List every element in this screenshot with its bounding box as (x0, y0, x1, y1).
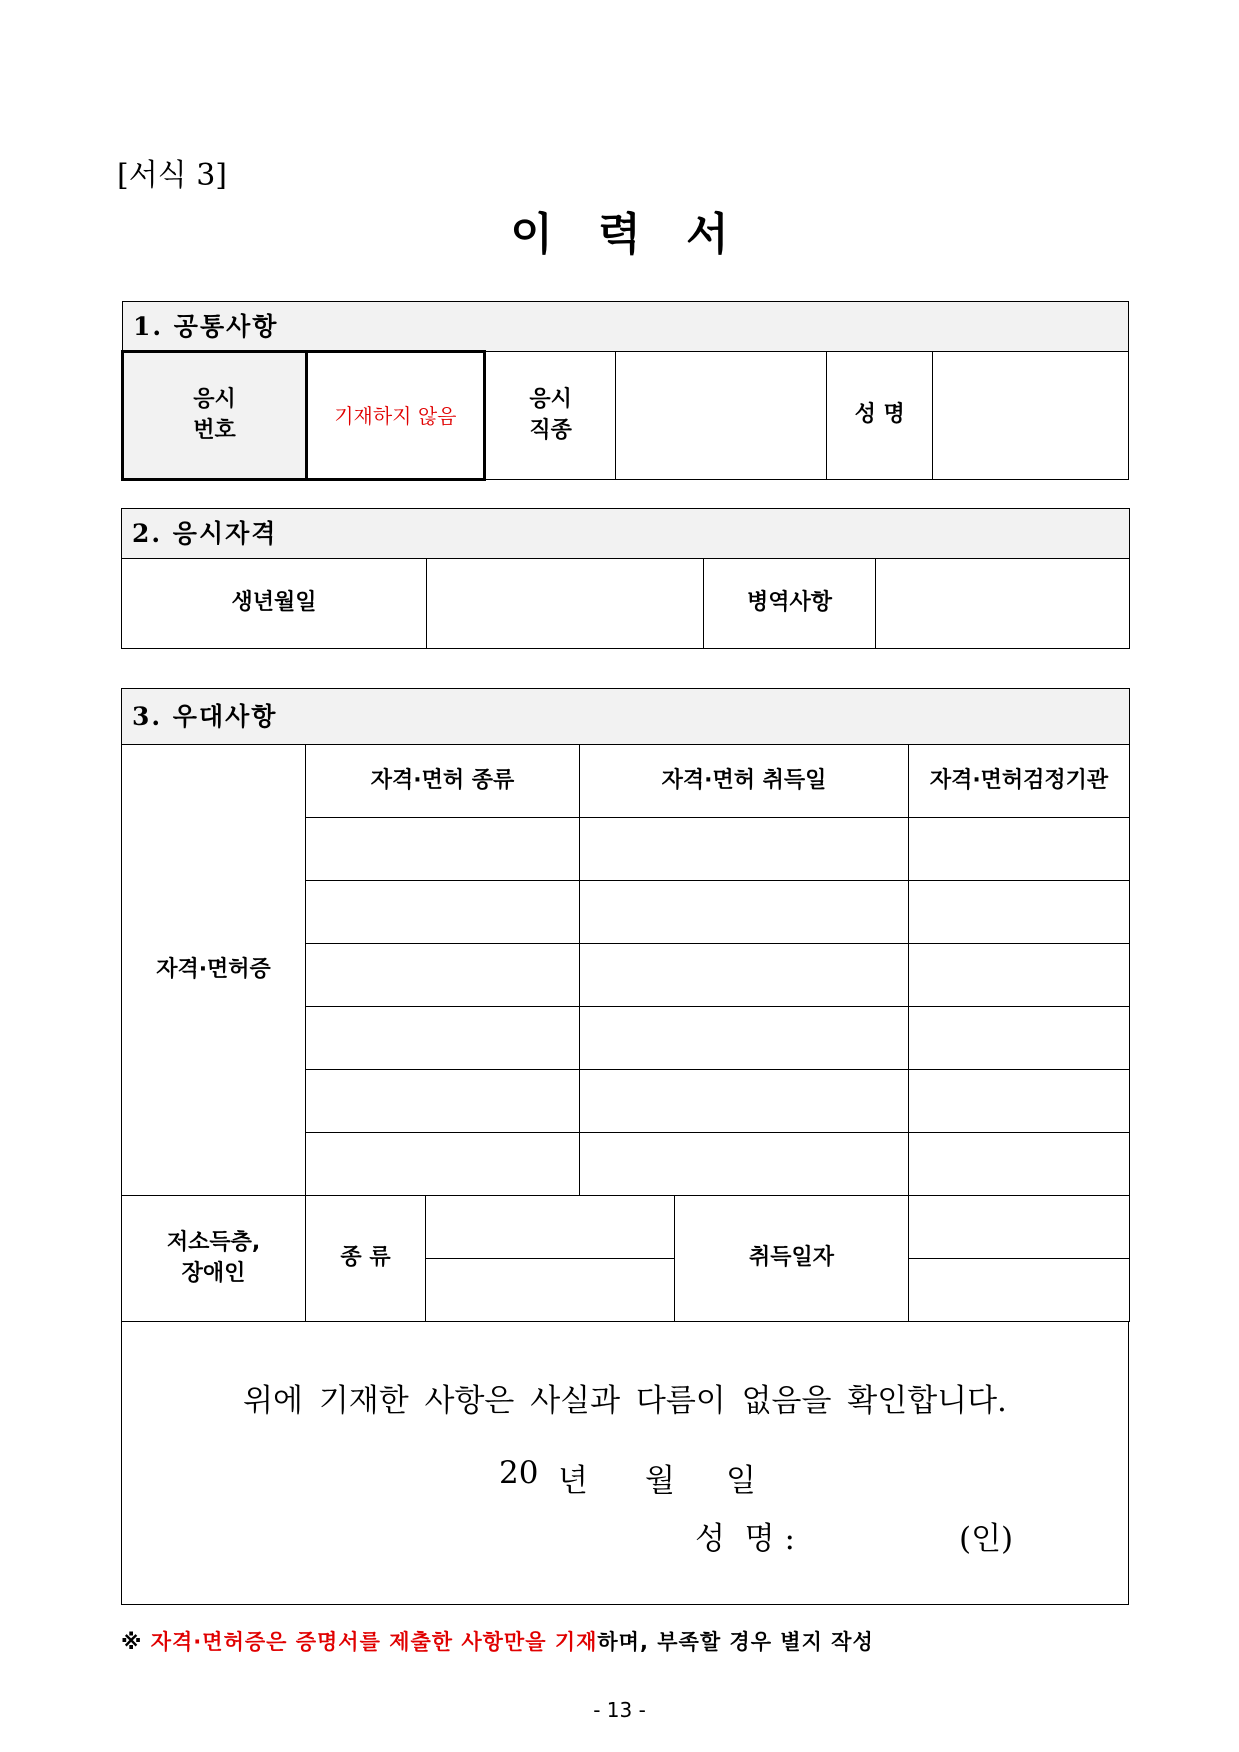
footnote (121, 1626, 874, 1656)
license-agency-cell[interactable] (909, 818, 1130, 881)
kind-field[interactable] (426, 1259, 675, 1322)
license-type-cell[interactable] (306, 881, 580, 944)
date-month: 월 (645, 1463, 675, 1499)
license-agency-cell[interactable] (909, 1133, 1130, 1196)
certification-box (121, 1321, 1129, 1605)
birth-date-label: 생년월일 (122, 559, 427, 649)
name-field[interactable] (932, 352, 1128, 480)
license-agency-cell[interactable] (909, 1007, 1130, 1070)
acquire-date-label: 취득일자 (675, 1196, 909, 1322)
note-red-text: 자격·면허증은 증명서를 제출한 사항만을 기재 (150, 1630, 598, 1654)
license-type-cell[interactable] (306, 944, 580, 1007)
license-agency-header: 자격·면허검정기관 (909, 745, 1130, 818)
low-income-disabled-label: 저소득층, 장애인 (122, 1196, 306, 1322)
confirmation-statement: 위에 기재한 사항은 사실과 다름이 없음을 확인합니다. (243, 1383, 1007, 1419)
common-info-table (121, 301, 1129, 481)
note-mark: ※ (121, 1630, 143, 1654)
acquire-date-field[interactable] (909, 1259, 1130, 1322)
license-agency-cell[interactable] (909, 1070, 1130, 1133)
license-date-cell[interactable] (580, 944, 909, 1007)
exam-job-label: 응시 직종 (484, 352, 616, 480)
military-service-label: 병역사항 (704, 559, 876, 649)
preference-table (121, 688, 1130, 1322)
license-type-cell[interactable] (306, 818, 580, 881)
military-service-field[interactable] (876, 559, 1130, 649)
license-agency-cell[interactable] (909, 944, 1130, 1007)
date-day: 일 (726, 1463, 756, 1499)
exam-job-field[interactable] (616, 352, 827, 480)
license-date-cell[interactable] (580, 818, 909, 881)
note-black-text: 하며, 부족할 경우 별지 작성 (597, 1630, 874, 1654)
kind-field[interactable] (426, 1196, 675, 1259)
exam-number-note: 기재하지 않음 (306, 352, 484, 480)
license-date-cell[interactable] (580, 1007, 909, 1070)
license-type-header: 자격·면허 종류 (306, 745, 580, 818)
section3-header: 3. 우대사항 (122, 689, 1130, 745)
acquire-date-field[interactable] (909, 1196, 1130, 1259)
license-type-cell[interactable] (306, 1133, 580, 1196)
birth-date-field[interactable] (427, 559, 704, 649)
section1-header: 1. 공통사항 (123, 302, 1129, 352)
seal-mark: (인) (959, 1521, 1014, 1557)
license-date-cell[interactable] (580, 881, 909, 944)
license-type-cell[interactable] (306, 1070, 580, 1133)
license-label: 자격·면허증 (122, 745, 306, 1196)
form-number-label: [서식 3] (117, 158, 227, 193)
document-title: 이 력 서 (510, 209, 729, 260)
license-agency-cell[interactable] (909, 881, 1130, 944)
license-date-cell[interactable] (580, 1133, 909, 1196)
section2-header: 2. 응시자격 (122, 509, 1130, 559)
exam-number-label: 응시 번호 (123, 352, 307, 480)
page-number: - 13 - (593, 1698, 646, 1722)
signature-name-label: 성 명 : (695, 1521, 795, 1557)
license-date-header: 자격·면허 취득일 (580, 745, 909, 818)
name-label: 성 명 (827, 352, 933, 480)
eligibility-table (121, 508, 1130, 649)
license-date-cell[interactable] (580, 1070, 909, 1133)
date-year: 년 (558, 1463, 588, 1499)
date-year-prefix: 20 (499, 1455, 539, 1491)
license-type-cell[interactable] (306, 1007, 580, 1070)
kind-label: 종 류 (306, 1196, 426, 1322)
